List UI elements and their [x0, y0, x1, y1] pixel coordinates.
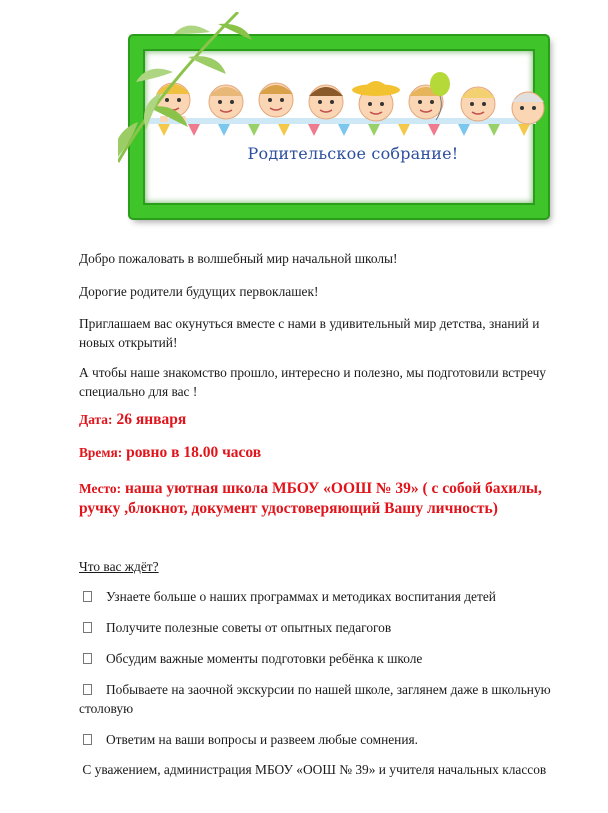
banner-illustration: [118, 12, 560, 222]
checkbox-icon: [83, 734, 92, 745]
checkbox-icon: [83, 684, 92, 695]
date-label: Дата:: [79, 412, 113, 427]
checkbox-icon: [83, 622, 92, 633]
signature: С уважением, администрация МБОУ «ООШ № 39» и учителя начальных классов: [79, 762, 547, 777]
intro-meeting: А чтобы наше знакомство прошло, интересно и полезно, мы подготовили встречу специально для вас !: [79, 365, 547, 399]
time-value: ровно в 18.00 часов: [126, 444, 262, 461]
list-item: Получите полезные советы от опытных педагогов: [79, 618, 559, 637]
place-value: наша уютная школа МБОУ «ООШ № 39» ( с собой бахилы, ручку ,блокнот, документ удостоверяющий Вашу личность): [79, 480, 542, 517]
date-value: 26 января: [116, 411, 187, 428]
list-item: Побываете на заочной экскурсии по нашей школе, заглянем даже в школьную столовую: [79, 682, 551, 716]
children-faces: [156, 81, 544, 124]
checkbox-icon: [83, 653, 92, 664]
intro-welcome: Добро пожаловать в волшебный мир начальной школы!: [79, 251, 398, 266]
time-label: Время:: [79, 445, 123, 460]
list-item: Узнаете больше о наших программах и методиках воспитания детей: [79, 587, 559, 606]
place-label: Место:: [79, 481, 122, 496]
banner: [118, 12, 560, 222]
checkbox-icon: [83, 591, 92, 602]
list-item: Ответим на ваши вопросы и развеем любые сомнения.: [79, 730, 559, 749]
expect-heading: Что вас ждёт?: [79, 559, 159, 574]
list-item: Обсудим важные моменты подготовки ребёнка к школе: [79, 649, 559, 668]
banner-title: Родительское собрание!: [247, 144, 459, 163]
intro-greeting: Дорогие родители будущих первоклашек!: [79, 284, 319, 299]
date-line: [79, 411, 559, 429]
intro-invitation: Приглашаем вас окунуться вместе с нами в удивительный мир детства, знаний и новых открытий!: [79, 316, 540, 350]
time-line: [79, 444, 559, 462]
place-line: [79, 479, 559, 519]
